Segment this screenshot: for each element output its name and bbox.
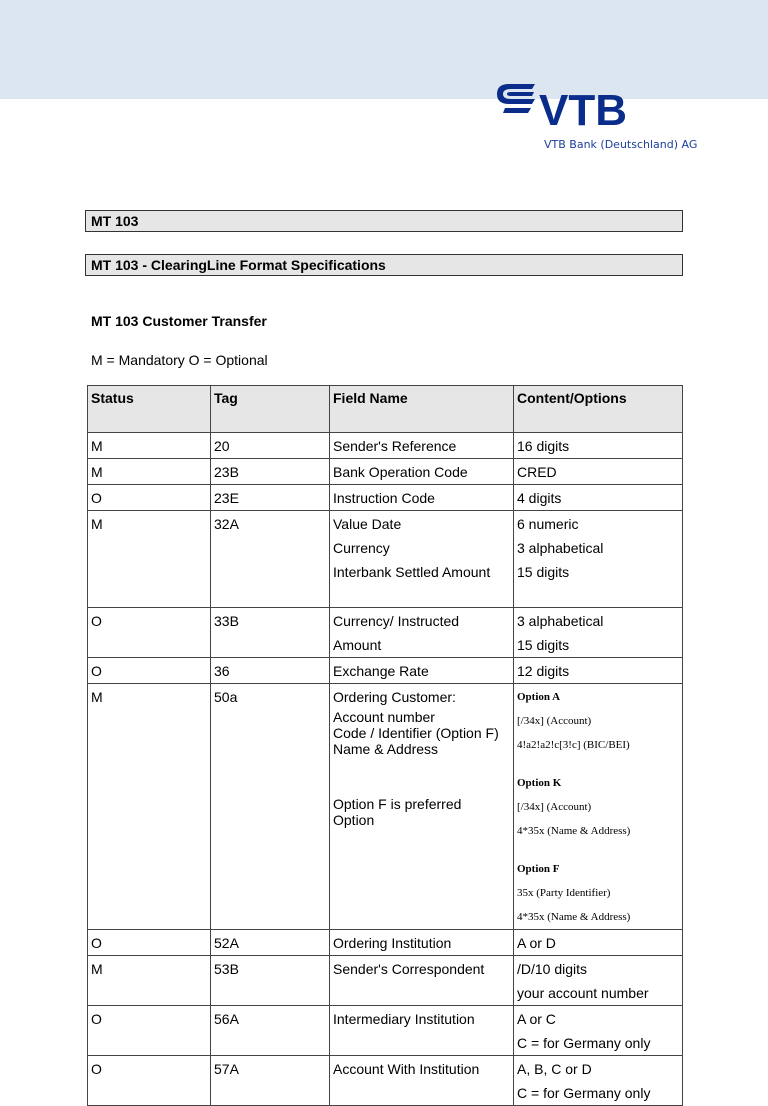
option-spacer (517, 757, 679, 771)
cell-status: O (88, 608, 211, 658)
table-row (88, 1056, 683, 1106)
content-line: 15 digits (517, 637, 570, 653)
option-line: [/34x] (Account) (517, 715, 592, 727)
header-tag: Tag (211, 386, 330, 433)
option-spacer (517, 843, 679, 857)
option-line: 4!a2!a2!c[3!c] (BIC/BEI) (517, 739, 630, 751)
section-bar-mt103: MT 103 (85, 210, 683, 232)
cell-field: Sender's Reference (330, 433, 514, 459)
cell-tag: 56A (211, 1006, 330, 1056)
header-field-name: Field Name (330, 386, 514, 433)
field-line: Option F is preferred (333, 796, 462, 812)
option-line: 4*35x (Name & Address) (517, 825, 631, 837)
legend-text: M = Mandatory O = Optional (91, 352, 268, 368)
content-line: C = for Germany only (517, 1035, 651, 1051)
table-row (88, 485, 683, 511)
content-line: 15 digits (517, 564, 570, 580)
section-bar-format-spec: MT 103 - ClearingLine Format Specifications (85, 254, 683, 276)
field-line: Currency (333, 540, 390, 556)
cell-content (514, 1006, 683, 1056)
cell-field (330, 608, 514, 658)
spec-table (87, 385, 683, 1106)
cell-field (330, 684, 514, 930)
cell-tag: 57A (211, 1056, 330, 1106)
option-line: [/34x] (Account) (517, 801, 592, 813)
field-line: Code / Identifier (Option F) (333, 725, 499, 741)
table-row (88, 930, 683, 956)
field-line: Ordering Customer: (333, 689, 456, 705)
cell-content: 12 digits (514, 658, 683, 684)
cell-status: M (88, 459, 211, 485)
cell-status: O (88, 1056, 211, 1106)
cell-field: Intermediary Institution (330, 1006, 514, 1056)
option-line: 4*35x (Name & Address) (517, 911, 631, 923)
cell-content: 4 digits (514, 485, 683, 511)
cell-field: Bank Operation Code (330, 459, 514, 485)
cell-status: M (88, 684, 211, 930)
cell-tag: 20 (211, 433, 330, 459)
cell-tag: 52A (211, 930, 330, 956)
table-row (88, 433, 683, 459)
cell-content (514, 511, 683, 608)
field-line: Interbank Settled Amount (333, 564, 491, 580)
cell-content (514, 1056, 683, 1106)
table-row (88, 608, 683, 658)
field-line: Value Date (333, 516, 402, 532)
cell-status: O (88, 930, 211, 956)
content-line: your account number (517, 985, 649, 1001)
table-row (88, 511, 683, 608)
cell-field: Sender's Correspondent (330, 956, 514, 1006)
content-line: A, B, C or D (517, 1061, 592, 1077)
cell-field: Instruction Code (330, 485, 514, 511)
cell-content (514, 608, 683, 658)
cell-status: M (88, 433, 211, 459)
table-row (88, 956, 683, 1006)
cell-tag: 36 (211, 658, 330, 684)
table-row (88, 684, 683, 930)
cell-field (330, 511, 514, 608)
option-title: Option K (517, 777, 562, 789)
field-line: Option (333, 812, 375, 828)
cell-status: M (88, 956, 211, 1006)
cell-tag: 23B (211, 459, 330, 485)
content-line: C = for Germany only (517, 1085, 651, 1101)
cell-tag: 23E (211, 485, 330, 511)
cell-content: 16 digits (514, 433, 683, 459)
content-line: 3 alphabetical (517, 540, 604, 556)
table-row (88, 1006, 683, 1056)
header-content: Content/Options (514, 386, 683, 433)
cell-content: CRED (514, 459, 683, 485)
cell-status: M (88, 511, 211, 608)
cell-status: O (88, 1006, 211, 1056)
option-line: 35x (Party Identifier) (517, 887, 611, 899)
cell-tag: 33B (211, 608, 330, 658)
logo-subtitle: VTB Bank (Deutschland) AG (544, 138, 698, 151)
page-title: MT 103 Customer Transfer (91, 313, 267, 329)
field-line: Account number (333, 709, 435, 725)
table-header-row (88, 386, 683, 433)
table-row (88, 658, 683, 684)
cell-tag: 32A (211, 511, 330, 608)
cell-tag: 53B (211, 956, 330, 1006)
field-line: Amount (333, 637, 382, 653)
cell-field: Exchange Rate (330, 658, 514, 684)
cell-content (514, 956, 683, 1006)
logo-wordmark: VTB (539, 86, 627, 135)
cell-field: Ordering Institution (330, 930, 514, 956)
cell-tag: 50a (211, 684, 330, 930)
content-line: /D/10 digits (517, 961, 588, 977)
field-line: Name & Address (333, 741, 439, 757)
field-spacer (333, 757, 510, 796)
option-title: Option F (517, 863, 560, 875)
content-line: A or C (517, 1011, 556, 1027)
cell-field: Account With Institution (330, 1056, 514, 1106)
table-row (88, 459, 683, 485)
header-status: Status (88, 386, 211, 433)
content-line: 6 numeric (517, 516, 579, 532)
cell-content: A or D (514, 930, 683, 956)
cell-status: O (88, 485, 211, 511)
option-title: Option A (517, 691, 561, 703)
content-line: 3 alphabetical (517, 613, 604, 629)
cell-content (514, 684, 683, 930)
vtb-logo (495, 82, 705, 154)
vtb-logo-mark-icon (495, 82, 539, 118)
cell-status: O (88, 658, 211, 684)
field-line: Currency/ Instructed (333, 613, 460, 629)
